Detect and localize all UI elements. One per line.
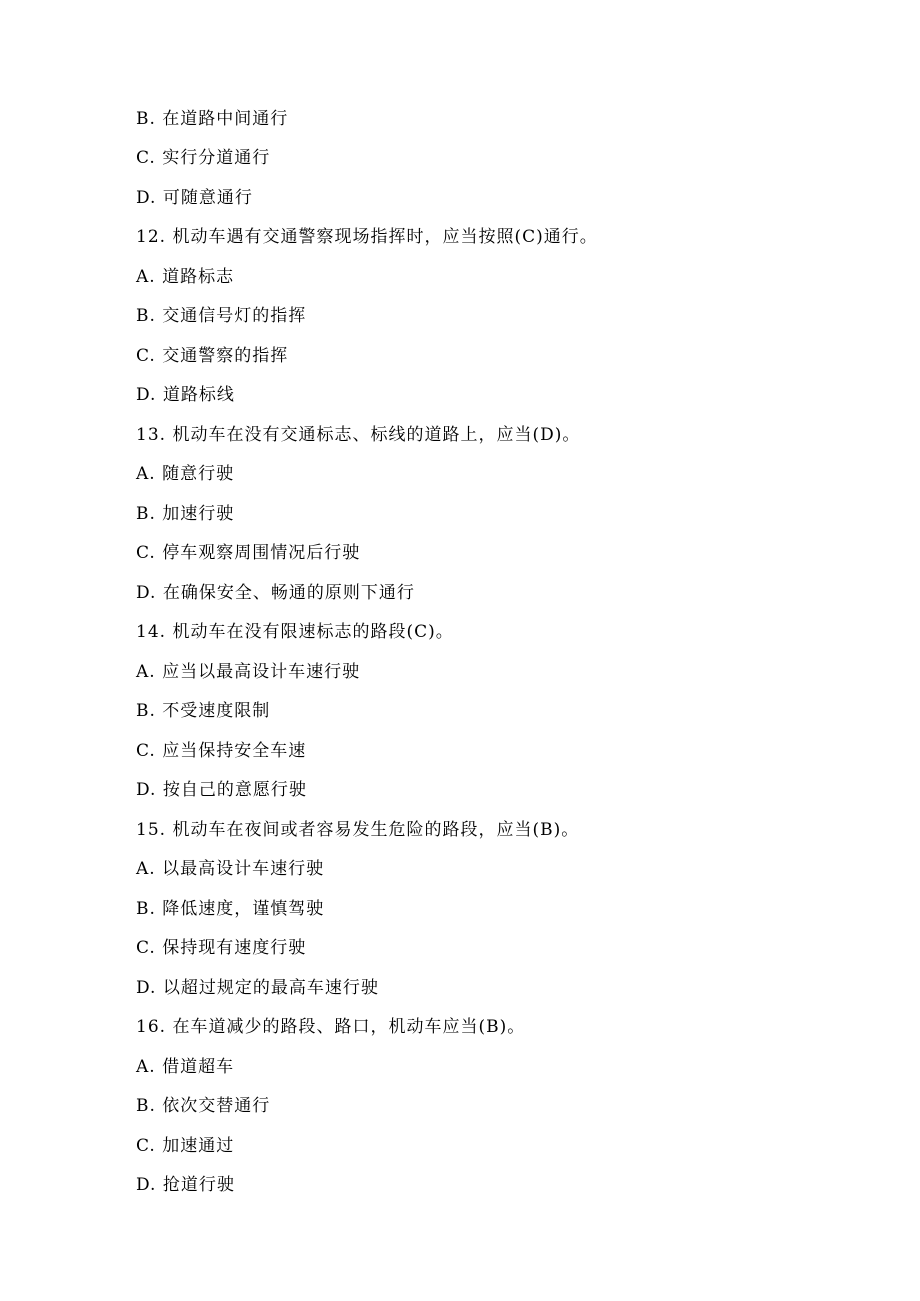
option-15-b: B. 降低速度，谨慎驾驶 [136,899,325,919]
option-14-c: C. 应当保持安全车速 [136,741,307,761]
question-13: 13. 机动车在没有交通标志、标线的道路上，应当(D)。 [136,425,581,445]
option-13-c: C. 停车观察周围情况后行驶 [136,543,361,563]
option-15-a: A. 以最高设计车速行驶 [136,859,325,879]
option-16-b: B. 依次交替通行 [136,1096,271,1116]
question-16: 16. 在车道减少的路段、路口，机动车应当(B)。 [136,1017,526,1037]
question-14: 14. 机动车在没有限速标志的路段(C)。 [136,622,454,642]
option-15-c: C. 保持现有速度行驶 [136,938,307,958]
option-12-a: A. 道路标志 [136,267,235,287]
option-12-b: B. 交通信号灯的指挥 [136,306,307,326]
question-12: 12. 机动车遇有交通警察现场指挥时，应当按照(C)通行。 [136,227,598,247]
option-11-b: B. 在道路中间通行 [136,109,289,129]
option-13-b: B. 加速行驶 [136,504,235,524]
option-16-a: A. 借道超车 [136,1057,235,1077]
option-14-d: D. 按自己的意愿行驶 [136,780,307,800]
option-12-d: D. 道路标线 [136,385,235,405]
option-16-c: C. 加速通过 [136,1136,235,1156]
option-12-c: C. 交通警察的指挥 [136,346,289,366]
option-15-d: D. 以超过规定的最高车速行驶 [136,978,379,998]
option-11-d: D. 可随意通行 [136,188,253,208]
option-13-d: D. 在确保安全、畅通的原则下通行 [136,583,415,603]
option-16-d: D. 抢道行驶 [136,1175,235,1195]
option-11-c: C. 实行分道通行 [136,148,271,168]
question-15: 15. 机动车在夜间或者容易发生危险的路段，应当(B)。 [136,820,580,840]
option-13-a: A. 随意行驶 [136,464,235,484]
option-14-a: A. 应当以最高设计车速行驶 [136,662,361,682]
option-14-b: B. 不受速度限制 [136,701,271,721]
